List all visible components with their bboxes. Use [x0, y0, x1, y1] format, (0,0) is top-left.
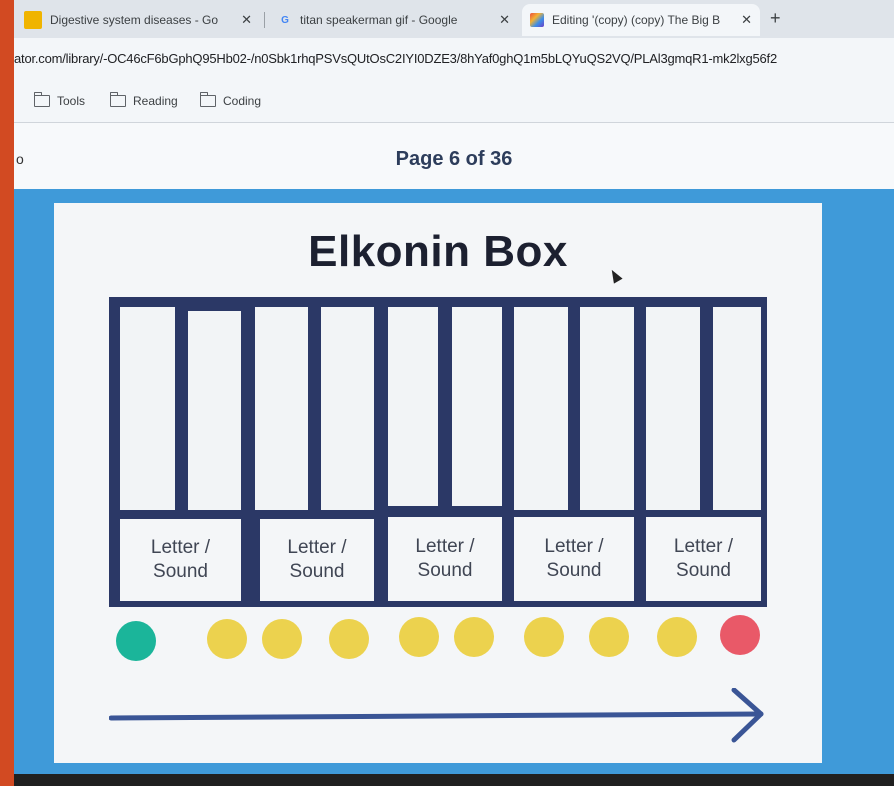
tab-editing[interactable]: [522, 4, 760, 36]
bookmark-label: Coding: [223, 94, 262, 108]
close-icon[interactable]: ✕: [499, 12, 510, 27]
sound-dot: [454, 617, 494, 657]
sound-dot: [524, 617, 564, 657]
bookmarks-bar: [14, 82, 894, 123]
new-tab-icon[interactable]: +: [770, 8, 781, 28]
direction-arrow-icon: [109, 688, 769, 748]
sound-dot: [720, 615, 760, 655]
slide[interactable]: [54, 203, 822, 763]
sound-dot: [116, 621, 156, 661]
editor-canvas: [14, 189, 894, 774]
bookmark-reading[interactable]: [110, 94, 178, 108]
editor-toolbar: [14, 123, 894, 189]
letter-sound-label: [388, 517, 502, 601]
bookmark-label: Reading: [133, 94, 178, 108]
page-indicator: Page 6 of 36: [395, 148, 513, 170]
tab-titan[interactable]: [270, 4, 518, 36]
tab-title: titan speakerman gif - Google: [300, 13, 458, 27]
elkonin-cell: [580, 307, 634, 510]
folder-icon: [110, 95, 126, 107]
monitor-bezel: [14, 774, 894, 786]
letter-sound-text: Letter / Sound: [287, 537, 347, 582]
elkonin-cell: [514, 307, 568, 510]
elkonin-cell: [646, 307, 700, 510]
app-favicon-icon: [530, 13, 544, 27]
sound-dot: [657, 617, 697, 657]
sound-dot: [262, 619, 302, 659]
screen: [14, 0, 894, 774]
letter-sound-text: Letter / Sound: [415, 536, 475, 581]
sound-dot: [399, 617, 439, 657]
letter-sound-label: [120, 519, 241, 601]
bookmark-tools[interactable]: [34, 94, 85, 108]
sound-dot: [589, 617, 629, 657]
close-icon[interactable]: ✕: [241, 12, 252, 27]
sound-dot: [207, 619, 247, 659]
toolbar-left-glyph[interactable]: o: [16, 151, 24, 167]
tab-title: Digestive system diseases - Go: [50, 13, 219, 27]
tab-separator: [264, 12, 265, 28]
letter-sound-label: [514, 517, 634, 601]
letter-sound-label: [646, 517, 761, 601]
google-icon: G: [281, 14, 289, 26]
tab-title: Editing '(copy) (copy) The Big B: [552, 13, 721, 27]
address-bar[interactable]: [14, 38, 894, 82]
bookmark-coding[interactable]: [200, 94, 261, 108]
folder-icon: [34, 95, 50, 107]
folder-icon: [200, 95, 216, 107]
elkonin-cell: [188, 311, 241, 510]
letter-sound-text: Letter / Sound: [673, 536, 734, 581]
letter-sound-text: Letter / Sound: [544, 536, 604, 581]
elkonin-cell: [321, 307, 374, 510]
tab-digestive[interactable]: [16, 4, 260, 36]
elkonin-cell: [713, 307, 761, 510]
url-text[interactable]: ator.com/library/-OC46cF6bGphQ95Hb02-/n0Sbk1rhqPSVsQUtOsC2IYI0DZE3/8hYaf0ghQ1m5bLQYuQS2VQ/PLAl3gmqR1-mk2lxg56f2: [14, 51, 777, 66]
bookmark-label: Tools: [57, 94, 86, 108]
elkonin-cell: [255, 307, 308, 510]
elkonin-cell: [388, 307, 438, 506]
slides-favicon-icon: [24, 11, 42, 29]
close-icon[interactable]: ✕: [741, 12, 752, 27]
slide-title: Elkonin Box: [308, 227, 568, 276]
sound-dot: [329, 619, 369, 659]
elkonin-cell: [452, 307, 502, 506]
elkonin-box-grid: [109, 297, 767, 607]
elkonin-cell: [120, 307, 175, 510]
letter-sound-label: [260, 519, 374, 601]
tab-strip: [14, 0, 894, 38]
letter-sound-text: Letter / Sound: [150, 537, 211, 582]
